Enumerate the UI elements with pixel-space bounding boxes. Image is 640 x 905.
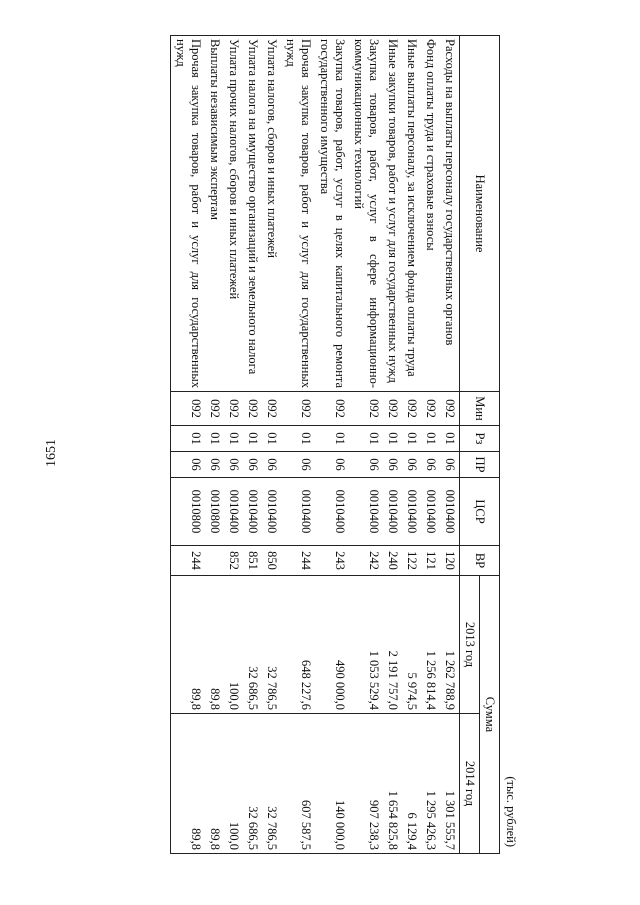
cell-y2014: 907 238,3	[349, 714, 383, 854]
cell-min: 092	[243, 392, 262, 426]
header-rz: Рз	[460, 426, 500, 452]
cell-rz: 01	[315, 426, 349, 452]
cell-y2013: 5 974,5	[402, 576, 421, 714]
cell-csr: 0010400	[315, 478, 349, 546]
cell-name: Закупка товаров, работ, услуг в сфере информационно-коммуникационных технологий	[349, 36, 383, 392]
cell-y2014: 100,0	[224, 714, 243, 854]
cell-rz: 01	[281, 426, 315, 452]
header-2014: 2014 год	[460, 714, 480, 854]
cell-pr: 06	[171, 452, 206, 478]
table-row	[171, 36, 206, 854]
cell-name: Уплата прочих налогов, сборов и иных платежей	[224, 36, 243, 392]
cell-name: Иные выплаты персоналу, за исключением фонда оплаты труда	[402, 36, 421, 392]
cell-min: 092	[315, 392, 349, 426]
cell-csr: 0010400	[281, 478, 315, 546]
cell-rz: 01	[262, 426, 281, 452]
cell-name: Прочая закупка товаров, работ и услуг для государственных нужд	[281, 36, 315, 392]
cell-rz: 01	[402, 426, 421, 452]
cell-csr: 0010400	[421, 478, 440, 546]
cell-vr: 120	[440, 546, 460, 576]
table-row	[421, 36, 440, 854]
cell-name: Выплаты независимым экспертам	[205, 36, 224, 392]
cell-y2014: 140 000,0	[315, 714, 349, 854]
table-row	[315, 36, 349, 854]
cell-rz: 01	[224, 426, 243, 452]
cell-y2013: 490 000,0	[315, 576, 349, 714]
cell-csr: 0010400	[243, 478, 262, 546]
cell-name: Уплата налога на имущество организаций и земельного налога	[243, 36, 262, 392]
cell-vr: 240	[383, 546, 402, 576]
cell-pr: 06	[262, 452, 281, 478]
header-sum: Сумма	[480, 576, 500, 854]
cell-y2013: 1 262 788,9	[440, 576, 460, 714]
cell-name: Иные закупки товаров, работ и услуг для государственных нужд	[383, 36, 402, 392]
cell-min: 092	[402, 392, 421, 426]
cell-y2014: 32 786,5	[262, 714, 281, 854]
cell-csr: 0010800	[205, 478, 224, 546]
units-label: (тыс. рублей)	[504, 776, 518, 847]
cell-vr	[205, 546, 224, 576]
cell-rz: 01	[243, 426, 262, 452]
cell-min: 092	[224, 392, 243, 426]
header-name: Наименование	[460, 36, 500, 392]
header-vr: ВР	[460, 546, 500, 576]
cell-y2014: 89,8	[205, 714, 224, 854]
cell-pr: 06	[383, 452, 402, 478]
cell-csr: 0010400	[349, 478, 383, 546]
cell-y2013: 89,8	[171, 576, 206, 714]
cell-pr: 06	[349, 452, 383, 478]
cell-y2013: 100,0	[224, 576, 243, 714]
cell-pr: 06	[224, 452, 243, 478]
cell-pr: 06	[315, 452, 349, 478]
cell-csr: 0010800	[171, 478, 206, 546]
table-row	[205, 36, 224, 854]
cell-vr: 851	[243, 546, 262, 576]
cell-vr: 852	[224, 546, 243, 576]
cell-csr: 0010400	[262, 478, 281, 546]
cell-min: 092	[205, 392, 224, 426]
cell-csr: 0010400	[383, 478, 402, 546]
cell-y2014: 32 686,5	[243, 714, 262, 854]
cell-y2014: 607 587,5	[281, 714, 315, 854]
cell-csr: 0010400	[224, 478, 243, 546]
cell-y2013: 2 191 757,0	[383, 576, 402, 714]
cell-vr: 244	[171, 546, 206, 576]
header-pr: ПР	[460, 452, 500, 478]
cell-min: 092	[421, 392, 440, 426]
cell-min: 092	[440, 392, 460, 426]
cell-y2014: 6 129,4	[402, 714, 421, 854]
cell-csr: 0010400	[440, 478, 460, 546]
cell-min: 092	[171, 392, 206, 426]
table-row	[262, 36, 281, 854]
header-min: Мин	[460, 392, 500, 426]
cell-pr: 06	[243, 452, 262, 478]
cell-y2013: 32 686,5	[243, 576, 262, 714]
cell-pr: 06	[281, 452, 315, 478]
table-row	[402, 36, 421, 854]
cell-pr: 06	[440, 452, 460, 478]
cell-min: 092	[281, 392, 315, 426]
cell-y2013: 89,8	[205, 576, 224, 714]
cell-vr: 121	[421, 546, 440, 576]
cell-rz: 01	[383, 426, 402, 452]
cell-pr: 06	[205, 452, 224, 478]
cell-name: Уплата налогов, сборов и иных платежей	[262, 36, 281, 392]
table-row	[281, 36, 315, 854]
cell-y2014: 1 301 555,7	[440, 714, 460, 854]
table-row	[349, 36, 383, 854]
cell-y2013: 648 227,6	[281, 576, 315, 714]
cell-rz: 01	[421, 426, 440, 452]
cell-min: 092	[349, 392, 383, 426]
cell-rz: 01	[171, 426, 206, 452]
cell-y2013: 1 053 529,4	[349, 576, 383, 714]
cell-min: 092	[262, 392, 281, 426]
cell-y2014: 1 295 426,3	[421, 714, 440, 854]
cell-y2013: 32 786,5	[262, 576, 281, 714]
header-2013: 2013 год	[460, 576, 480, 714]
cell-rz: 01	[205, 426, 224, 452]
cell-vr: 242	[349, 546, 383, 576]
table-row	[440, 36, 460, 854]
budget-table	[170, 35, 500, 854]
cell-y2014: 1 654 825,8	[383, 714, 402, 854]
cell-rz: 01	[349, 426, 383, 452]
cell-y2014: 89,8	[171, 714, 206, 854]
cell-rz: 01	[440, 426, 460, 452]
cell-pr: 06	[421, 452, 440, 478]
cell-y2013: 1 256 814,4	[421, 576, 440, 714]
rotated-page-content	[90, 35, 520, 855]
cell-pr: 06	[402, 452, 421, 478]
cell-name: Расходы на выплаты персоналу государственных органов	[440, 36, 460, 392]
table-row	[224, 36, 243, 854]
cell-min: 092	[383, 392, 402, 426]
cell-vr: 122	[402, 546, 421, 576]
page-number: 1651	[44, 439, 59, 467]
cell-name: Фонд оплаты труда и страховые взносы	[421, 36, 440, 392]
table-header	[460, 36, 500, 854]
table-body	[171, 36, 460, 854]
cell-csr: 0010400	[402, 478, 421, 546]
table-row	[243, 36, 262, 854]
cell-vr: 243	[315, 546, 349, 576]
header-csr: ЦСР	[460, 478, 500, 546]
cell-name: Прочая закупка товаров, работ и услуг для государственных нужд	[171, 36, 206, 392]
table-row	[383, 36, 402, 854]
cell-vr: 244	[281, 546, 315, 576]
cell-name: Закупка товаров, работ, услуг в целях капитального ремонта государственного имущества	[315, 36, 349, 392]
cell-vr: 850	[262, 546, 281, 576]
